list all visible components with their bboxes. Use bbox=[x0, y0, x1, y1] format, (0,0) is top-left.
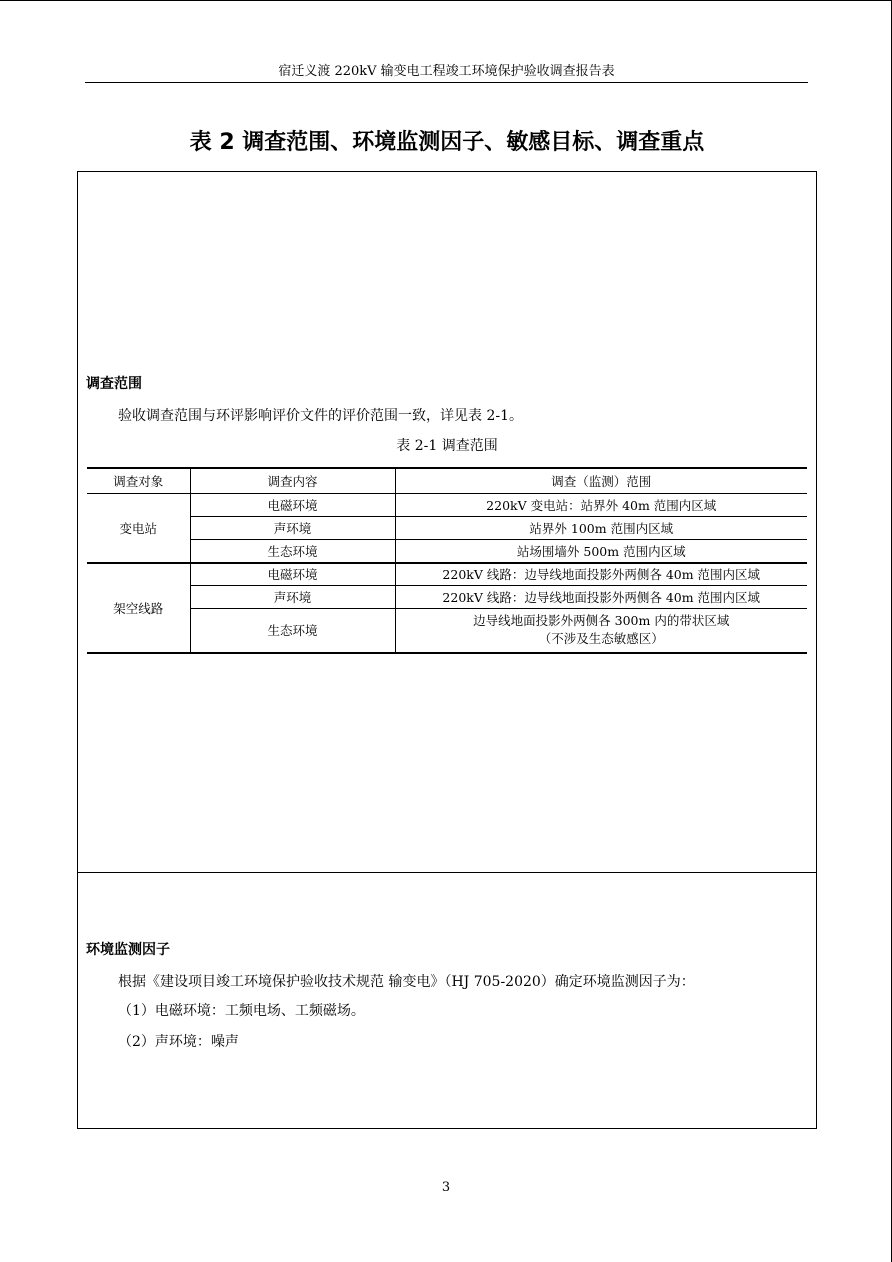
table-cell-content: 电磁环境 bbox=[190, 494, 395, 517]
survey-scope-table bbox=[87, 467, 807, 654]
table-row bbox=[87, 563, 807, 586]
table-row bbox=[87, 609, 807, 653]
table-header-content: 调查内容 bbox=[190, 468, 395, 494]
survey-scope-section bbox=[77, 171, 817, 873]
monitoring-factors-intro: 根据《建设项目竣工环境保护验收技术规范 输变电》（HJ 705-2020）确定环境监测因子为： bbox=[118, 974, 695, 990]
monitoring-factors-heading: 环境监测因子 bbox=[86, 942, 170, 958]
table-cell-range: 220kV 线路：边导线地面投影外两侧各 40m 范围内区域 bbox=[395, 563, 807, 586]
monitoring-factors-section bbox=[77, 872, 817, 1129]
survey-scope-heading: 调查范围 bbox=[86, 376, 142, 392]
table-cell-range: 220kV 线路：边导线地面投影外两侧各 40m 范围内区域 bbox=[395, 586, 807, 609]
table-cell-range-line: 边导线地面投影外两侧各 300m 内的带状区域 bbox=[473, 613, 730, 629]
table-cell-content: 声环境 bbox=[190, 586, 395, 609]
page-title: 表 2 调查范围、环境监测因子、敏感目标、调查重点 bbox=[189, 130, 705, 155]
table-row bbox=[87, 586, 807, 609]
header-rule bbox=[85, 82, 808, 83]
table-cell-content: 声环境 bbox=[190, 517, 395, 540]
table-cell-object: 变电站 bbox=[87, 494, 190, 563]
monitoring-factor-item: （1）电磁环境：工频电场、工频磁场。 bbox=[118, 1003, 365, 1019]
table-row bbox=[87, 540, 807, 563]
monitoring-factor-item: （2）声环境：噪声 bbox=[118, 1034, 239, 1050]
table-header-object: 调查对象 bbox=[87, 468, 190, 494]
table-cell-object: 架空线路 bbox=[87, 563, 190, 653]
table-row bbox=[87, 517, 807, 540]
table-cell-content: 生态环境 bbox=[190, 609, 395, 653]
table-cell-range: 220kV 变电站：站界外 40m 范围内区域 bbox=[395, 494, 807, 517]
table-row bbox=[87, 494, 807, 517]
table-cell-range: 站界外 100m 范围内区域 bbox=[395, 517, 807, 540]
table-cell-range bbox=[395, 609, 807, 653]
table-cell-range-line: （不涉及生态敏感区） bbox=[538, 631, 664, 647]
table-cell-content: 电磁环境 bbox=[190, 563, 395, 586]
table-header-range: 调查（监测）范围 bbox=[395, 468, 807, 494]
table-cell-range: 站场围墙外 500m 范围内区域 bbox=[395, 540, 807, 563]
page-number: 3 bbox=[441, 1180, 451, 1195]
table-caption: 表 2-1 调查范围 bbox=[396, 438, 498, 454]
survey-scope-paragraph: 验收调查范围与环评影响评价文件的评价范围一致，详见表 2-1。 bbox=[118, 408, 523, 424]
table-cell-content: 生态环境 bbox=[190, 540, 395, 563]
page-top-border bbox=[0, 0, 892, 1]
running-header: 宿迁义渡 220kV 输变电工程竣工环境保护验收调查报告表 bbox=[278, 64, 615, 79]
